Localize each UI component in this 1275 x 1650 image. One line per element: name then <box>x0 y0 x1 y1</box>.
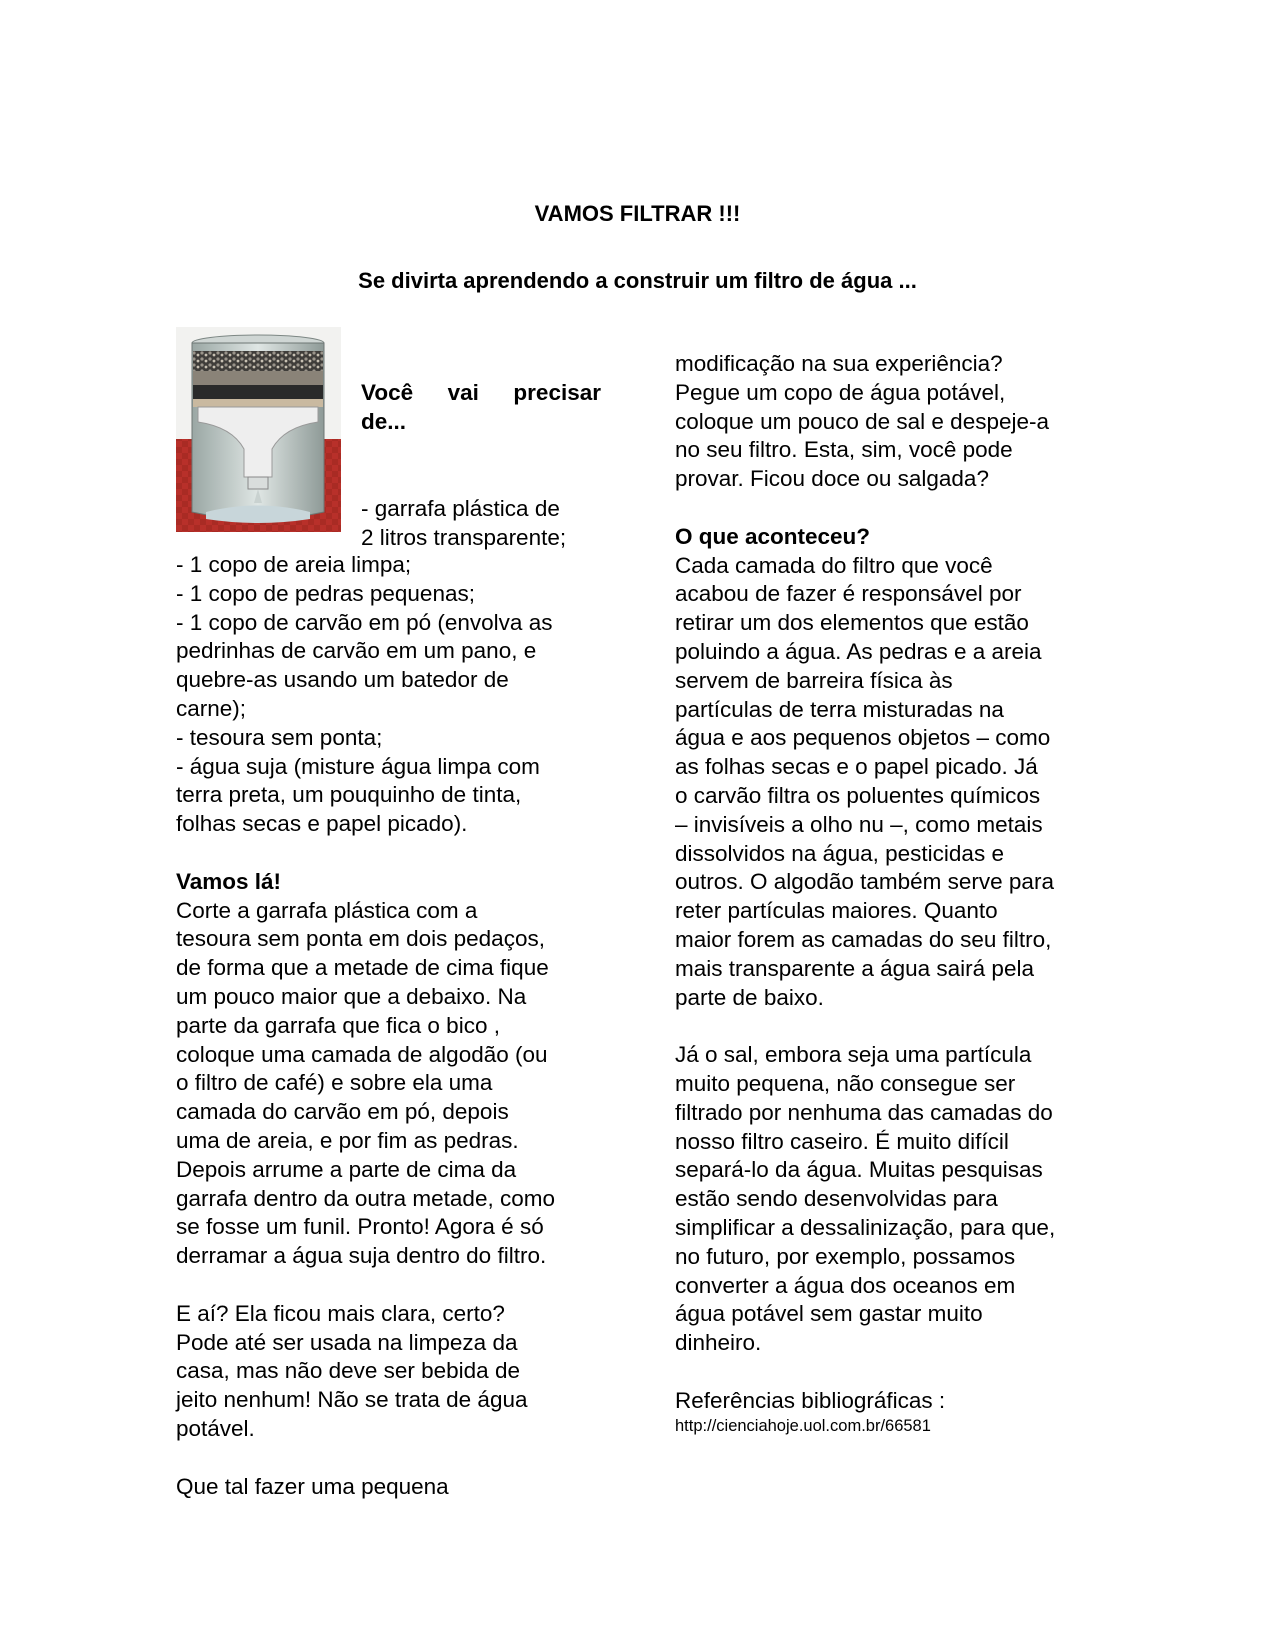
text-line: – invisíveis a olho nu –, como metais <box>675 811 1043 837</box>
text-line: potável. <box>176 1415 255 1441</box>
text-line: maior forem as camadas do seu filtro, <box>675 926 1052 952</box>
text-line: água potável sem gastar muito <box>675 1301 983 1327</box>
text-line: Depois arrume a parte de cima da <box>176 1156 517 1182</box>
text-line: de forma que a metade de cima fique <box>176 955 549 981</box>
text-line: coloque um pouco de sal e despeje-a <box>675 408 1050 434</box>
text-line: as folhas secas e o papel picado. Já <box>675 754 1038 780</box>
references-link[interactable]: http://cienciahoje.uol.com.br/66581 <box>675 1417 931 1436</box>
text-line: simplificar a dessalinização, para que, <box>675 1214 1056 1240</box>
text-line: parte de baixo. <box>675 984 824 1010</box>
text-line: camada do carvão em pó, depois <box>176 1099 509 1125</box>
materials-heading <box>361 378 601 436</box>
text-line: provar. Ficou doce ou salgada? <box>675 466 989 492</box>
materials-line: - garrafa plástica de <box>361 496 560 521</box>
left-column <box>176 551 606 1501</box>
text-line: Que tal fazer uma pequena <box>176 1473 449 1499</box>
text-line: acabou de fazer é responsável por <box>675 581 1022 607</box>
text-line: casa, mas não deve ser bebida de <box>176 1358 520 1384</box>
text-line: estão sendo desenvolvidas para <box>675 1186 998 1212</box>
text-line: no seu filtro. Esta, sim, você pode <box>675 437 1013 463</box>
materials-line: quebre-as usando um batedor de <box>176 667 509 693</box>
materials-line: - água suja (misture água limpa com <box>176 753 540 779</box>
text-line: Pode até ser usada na limpeza da <box>176 1329 518 1355</box>
materials-line: folhas secas e papel picado). <box>176 811 468 837</box>
text-line: E aí? Ela ficou mais clara, certo? <box>176 1300 505 1326</box>
text-line: o filtro de café) e sobre ela uma <box>176 1070 493 1096</box>
text-line: coloque uma camada de algodão (ou <box>176 1041 548 1067</box>
text-line: servem de barreira física às <box>675 667 953 693</box>
text-line: no futuro, por exemplo, possamos <box>675 1243 1016 1269</box>
materials-line: 2 litros transparente; <box>361 525 567 550</box>
materials-bottle-item <box>361 494 606 552</box>
materials-line: terra preta, um pouquinho de tinta, <box>176 782 522 808</box>
references-label: Referências bibliográficas : <box>675 1387 946 1413</box>
text-line: dissolvidos na água, pesticidas e <box>675 840 1004 866</box>
section-heading-o-que-aconteceu: O que aconteceu? <box>675 523 871 549</box>
text-line: o carvão filtra os poluentes químicos <box>675 782 1041 808</box>
text-line: filtrado por nenhuma das camadas do <box>675 1099 1053 1125</box>
materials-heading-line: de... <box>361 409 407 434</box>
text-line: retirar um dos elementos que estão <box>675 610 1029 636</box>
text-line: uma de areia, e por fim as pedras. <box>176 1127 519 1153</box>
text-line: reter partículas maiores. Quanto <box>675 898 998 924</box>
page-subtitle: Se divirta aprendendo a construir um filtro de água ... <box>358 268 917 293</box>
page-title: VAMOS FILTRAR !!! <box>534 201 741 226</box>
materials-line: pedrinhas de carvão em um pano, e <box>176 638 537 664</box>
materials-line: - 1 copo de carvão em pó (envolva as <box>176 609 553 635</box>
text-line: derramar a água suja dentro do filtro. <box>176 1243 547 1269</box>
text-line: partículas de terra misturadas na <box>675 696 1004 722</box>
text-line: Corte a garrafa plástica com a <box>176 897 478 923</box>
text-line: um pouco maior que a debaixo. Na <box>176 983 527 1009</box>
text-line: água e aos pequenos objetos – como <box>675 725 1051 751</box>
text-line: se fosse um funil. Pronto! Agora é só <box>176 1214 544 1240</box>
materials-line: carne); <box>176 695 247 721</box>
text-line: outros. O algodão também serve para <box>675 869 1054 895</box>
materials-heading-line: Você vai precisar <box>361 380 601 405</box>
text-line: parte da garrafa que fica o bico , <box>176 1012 500 1038</box>
materials-line: - 1 copo de pedras pequenas; <box>176 580 475 606</box>
text-line: converter a água dos oceanos em <box>675 1272 1016 1298</box>
text-line: jeito nenhum! Não se trata de água <box>176 1387 528 1413</box>
text-line: separá-lo da água. Muitas pesquisas <box>675 1157 1043 1183</box>
right-column <box>675 350 1105 1437</box>
text-line: tesoura sem ponta em dois pedaços, <box>176 926 545 952</box>
text-line: mais transparente a água sairá pela <box>675 955 1034 981</box>
section-heading-vamos-la: Vamos lá! <box>176 868 282 894</box>
text-line: muito pequena, não consegue ser <box>675 1070 1016 1096</box>
text-line: dinheiro. <box>675 1330 762 1356</box>
materials-line: - tesoura sem ponta; <box>176 724 383 750</box>
text-line: Já o sal, embora seja uma partícula <box>675 1042 1032 1068</box>
text-line: Cada camada do filtro que você <box>675 552 993 578</box>
materials-line: - 1 copo de areia limpa; <box>176 552 412 577</box>
text-line: modificação na sua experiência? <box>675 351 1003 376</box>
water-filter-bottle-icon <box>176 327 341 532</box>
text-line: garrafa dentro da outra metade, como <box>176 1185 555 1211</box>
text-line: nosso filtro caseiro. É muito difícil <box>675 1128 1009 1154</box>
text-line: Pegue um copo de água potável, <box>675 379 1006 405</box>
text-line: poluindo a água. As pedras e a areia <box>675 638 1042 664</box>
